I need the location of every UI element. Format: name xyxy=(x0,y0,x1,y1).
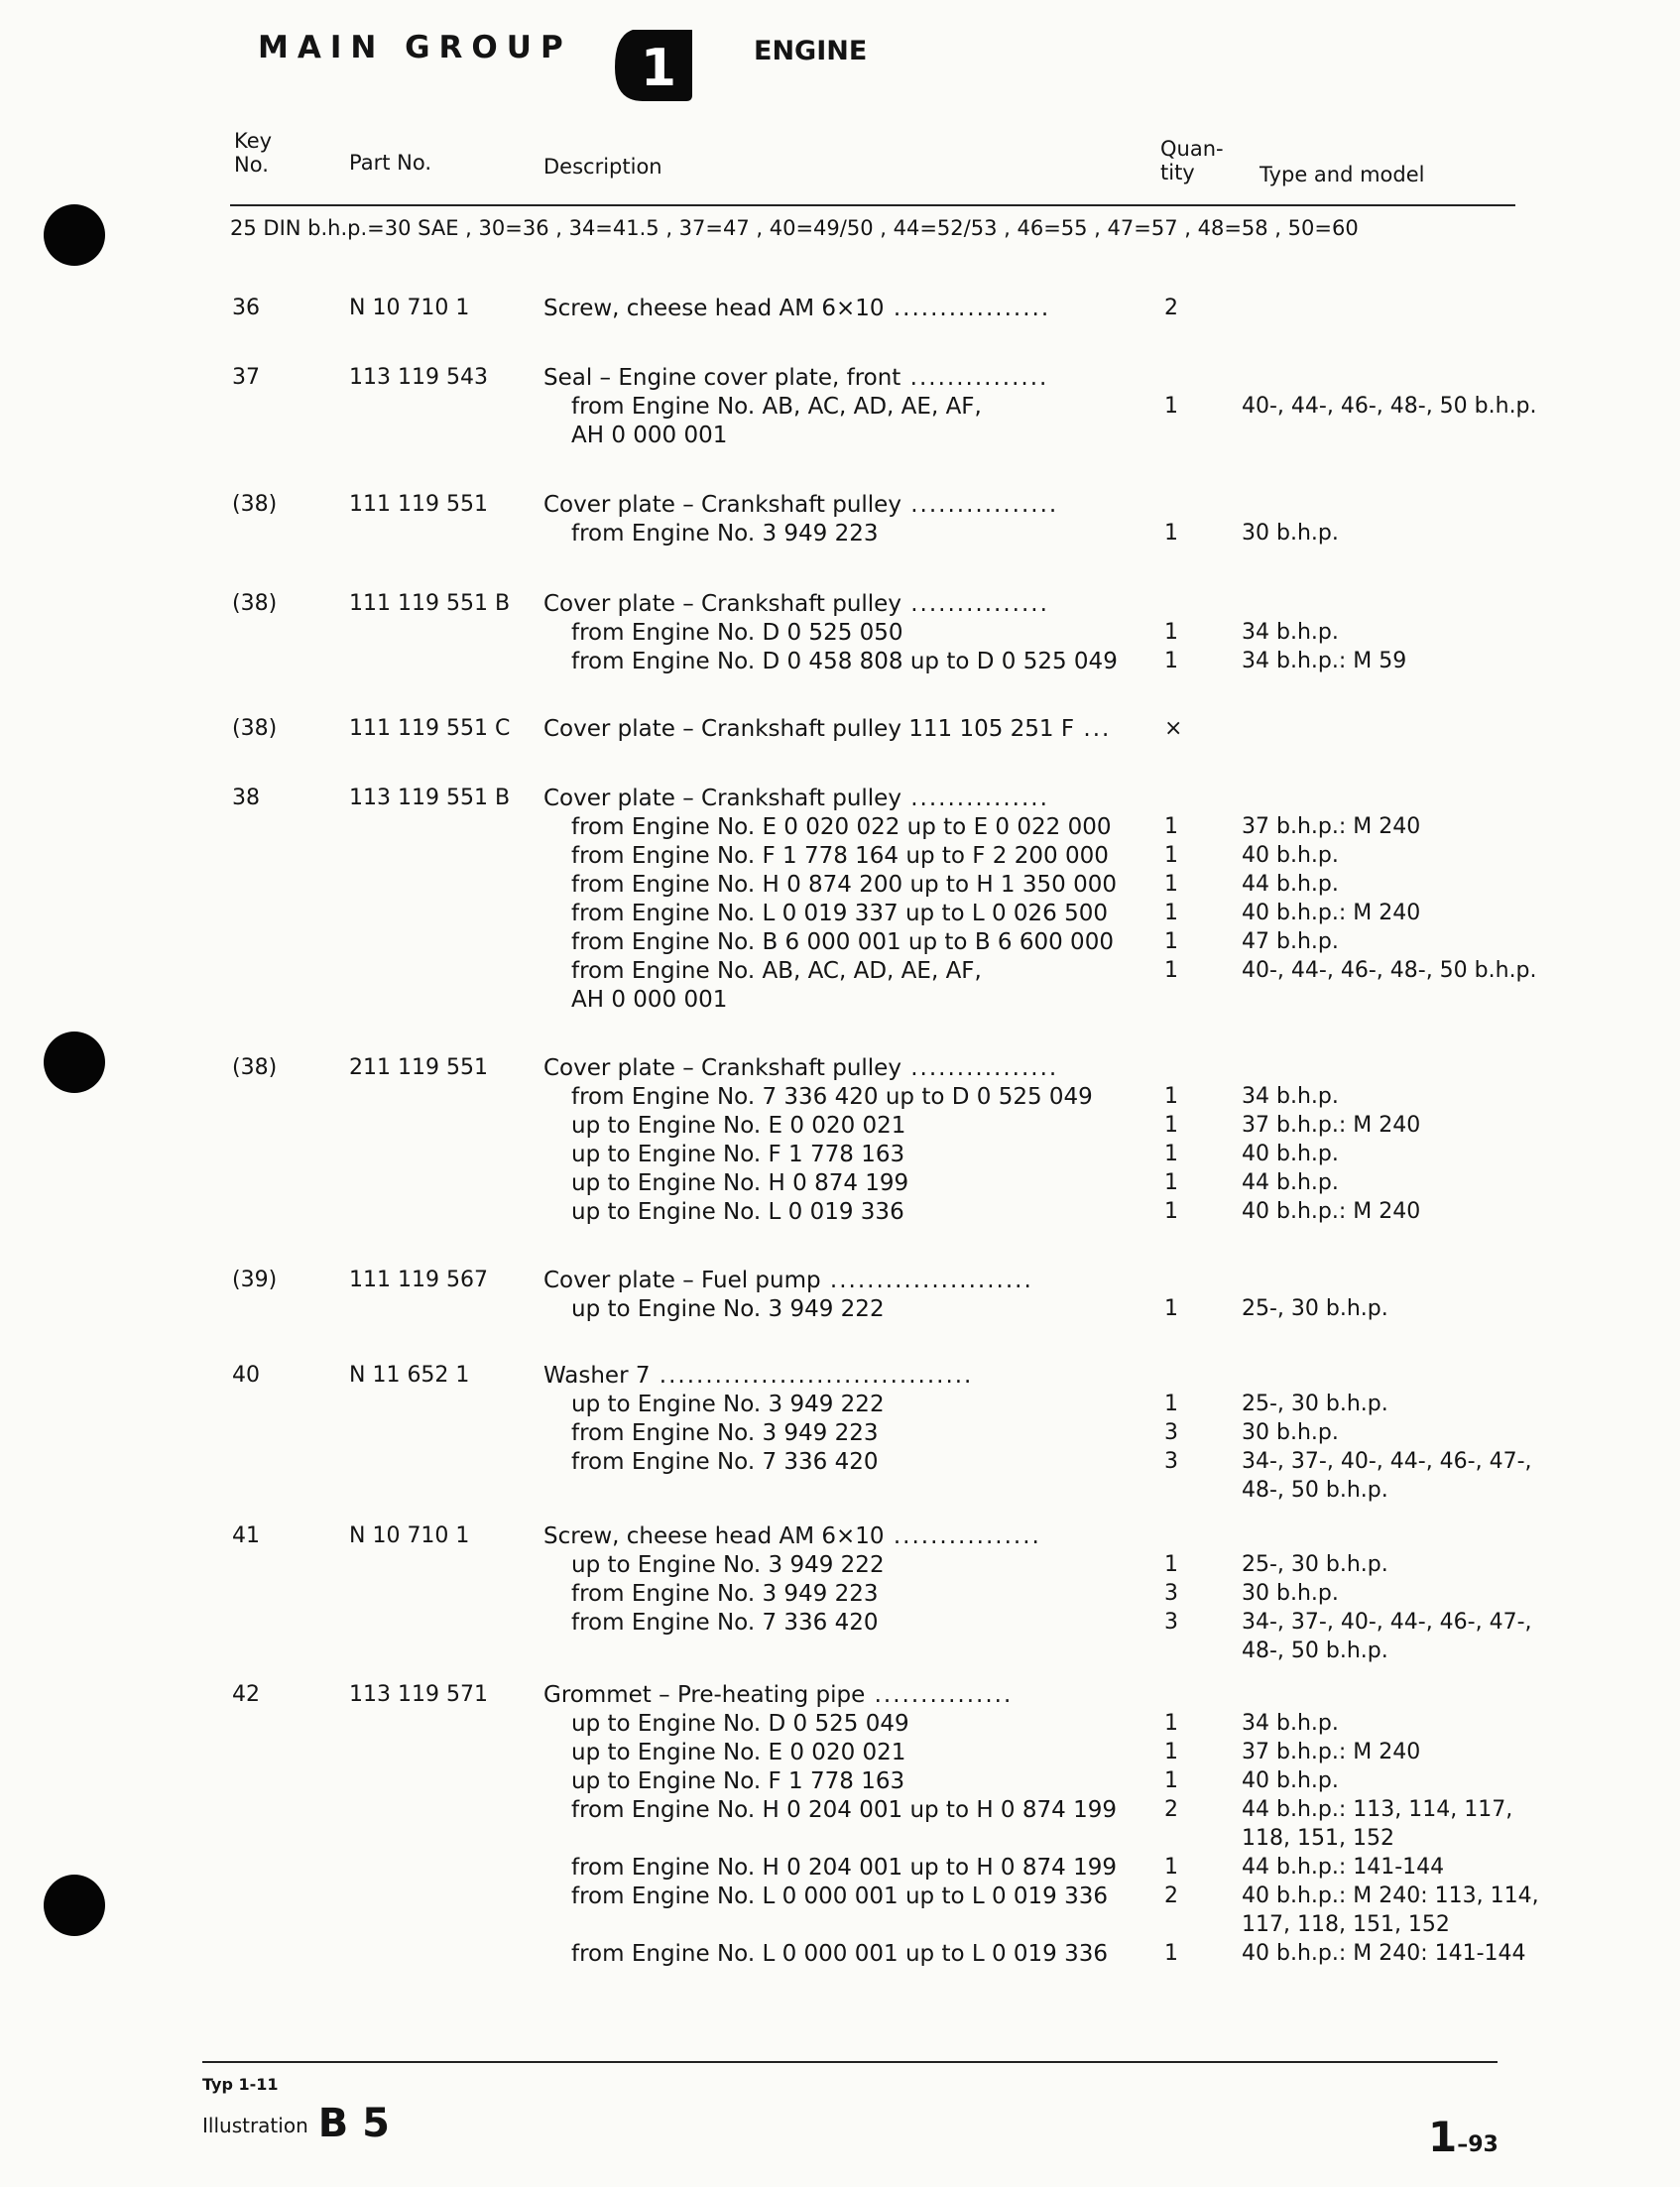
leader-dots: ................. xyxy=(884,296,1051,321)
description: Seal – Engine cover plate, front ............... xyxy=(543,365,1049,391)
row-line xyxy=(0,958,1680,987)
description: from Engine No. 7 336 420 up to D 0 525 049 xyxy=(571,1084,1093,1110)
type-model: 30 b.h.p. xyxy=(1242,1581,1339,1606)
type-model: 34 b.h.p. xyxy=(1242,1084,1339,1109)
row-line xyxy=(0,591,1680,620)
description: Screw, cheese head AM 6×10 ................ xyxy=(543,1523,1041,1549)
row-line xyxy=(0,1296,1680,1325)
type-model: 40-, 44-, 46-, 48-, 50 b.h.p. xyxy=(1242,394,1537,419)
part-no: N 10 710 1 xyxy=(349,1523,470,1548)
row-line xyxy=(0,1523,1680,1552)
quantity: 3 xyxy=(1164,1449,1178,1474)
part-no: 111 119 551 B xyxy=(349,591,511,616)
description: up to Engine No. F 1 778 163 xyxy=(571,1142,905,1167)
type-model: 30 b.h.p. xyxy=(1242,521,1339,546)
row-line xyxy=(0,1855,1680,1883)
row-line xyxy=(0,786,1680,814)
row-line xyxy=(0,1552,1680,1581)
leader-dots: ...................... xyxy=(820,1268,1033,1293)
row-lines xyxy=(0,1682,1680,1970)
leader-dots: ............... xyxy=(900,591,1049,617)
description: from Engine No. 3 949 223 xyxy=(571,521,879,547)
quantity: 1 xyxy=(1164,394,1178,419)
quantity: 1 xyxy=(1164,521,1178,546)
row-line xyxy=(0,649,1680,677)
description: from Engine No. 7 336 420 xyxy=(571,1449,879,1475)
row-line xyxy=(0,1363,1680,1392)
table-row xyxy=(0,1055,1680,1228)
row-line xyxy=(0,1084,1680,1113)
quantity: 1 xyxy=(1164,1199,1178,1224)
description: from Engine No. L 0 000 001 up to L 0 019 336 xyxy=(571,1883,1109,1909)
type-model: 47 b.h.p. xyxy=(1242,929,1339,954)
quantity: 3 xyxy=(1164,1581,1178,1606)
description: up to Engine No. 3 949 222 xyxy=(571,1552,885,1578)
row-line xyxy=(0,716,1680,745)
row-line xyxy=(0,1113,1680,1142)
row-line xyxy=(0,1478,1680,1507)
description: Cover plate – Crankshaft pulley ................ xyxy=(543,1055,1059,1081)
col-key-no: Key No. xyxy=(234,129,273,177)
description: Cover plate – Crankshaft pulley ............... xyxy=(543,786,1049,811)
type-model: 34-, 37-, 40-, 44-, 46-, 47-, xyxy=(1242,1610,1532,1635)
quantity: 1 xyxy=(1164,620,1178,645)
description: AH 0 000 001 xyxy=(571,987,728,1013)
part-no: 211 119 551 xyxy=(349,1055,488,1080)
quantity: 1 xyxy=(1164,872,1178,897)
leader-dots: ................ xyxy=(884,1523,1041,1549)
row-line xyxy=(0,1797,1680,1826)
description: Cover plate – Crankshaft pulley ............... xyxy=(543,591,1049,617)
key-no: 42 xyxy=(232,1682,260,1707)
table-row xyxy=(0,1523,1680,1667)
quantity: 1 xyxy=(1164,1113,1178,1138)
type-model: 34 b.h.p. xyxy=(1242,1711,1339,1736)
leader-dots: ............... xyxy=(900,365,1049,391)
leader-dots: ................ xyxy=(900,492,1059,518)
row-line xyxy=(0,1142,1680,1170)
row-line xyxy=(0,1826,1680,1855)
group-number: 1 xyxy=(640,39,677,98)
type-model: 34 b.h.p.: M 59 xyxy=(1242,649,1407,673)
type-model: 44 b.h.p. xyxy=(1242,1170,1339,1195)
description: from Engine No. E 0 020 022 up to E 0 022 000 xyxy=(571,814,1112,840)
quantity: 1 xyxy=(1164,814,1178,839)
type-model: 40-, 44-, 46-, 48-, 50 b.h.p. xyxy=(1242,958,1537,983)
description: up to Engine No. L 0 019 336 xyxy=(571,1199,904,1225)
row-lines xyxy=(0,1523,1680,1667)
description: from Engine No. H 0 204 001 up to H 0 874 199 xyxy=(571,1855,1117,1881)
row-lines xyxy=(0,591,1680,677)
type-model: 44 b.h.p.: 113, 114, 117, xyxy=(1242,1797,1513,1822)
table-row xyxy=(0,786,1680,1016)
quantity: 1 xyxy=(1164,843,1178,868)
leader-dots: ................ xyxy=(900,1055,1059,1081)
description: Cover plate – Crankshaft pulley 111 105 251 F ... xyxy=(543,716,1112,742)
row-line xyxy=(0,1392,1680,1420)
quantity: × xyxy=(1164,716,1183,741)
row-lines xyxy=(0,1268,1680,1325)
row-line xyxy=(0,987,1680,1016)
description: up to Engine No. 3 949 222 xyxy=(571,1392,885,1417)
quantity: 1 xyxy=(1164,1296,1178,1321)
row-line xyxy=(0,1581,1680,1610)
row-lines xyxy=(0,492,1680,549)
row-line xyxy=(0,1883,1680,1912)
quantity: 1 xyxy=(1164,1768,1178,1793)
description: up to Engine No. D 0 525 049 xyxy=(571,1711,909,1737)
description: up to Engine No. H 0 874 199 xyxy=(571,1170,909,1196)
footer-rule xyxy=(202,2061,1498,2063)
type-model: 40 b.h.p. xyxy=(1242,1142,1339,1166)
type-model: 48-, 50 b.h.p. xyxy=(1242,1639,1388,1663)
illustration-code: B 5 xyxy=(317,2101,390,2146)
key-no: (39) xyxy=(232,1268,278,1292)
quantity: 1 xyxy=(1164,901,1178,925)
quantity: 3 xyxy=(1164,1420,1178,1445)
table-row xyxy=(0,492,1680,549)
quantity: 1 xyxy=(1164,1392,1178,1416)
key-no: 41 xyxy=(232,1523,260,1548)
row-line xyxy=(0,1055,1680,1084)
table-row xyxy=(0,296,1680,324)
row-line xyxy=(0,620,1680,649)
quantity: 1 xyxy=(1164,1855,1178,1880)
row-lines xyxy=(0,716,1680,745)
row-line xyxy=(0,1941,1680,1970)
description: up to Engine No. E 0 020 021 xyxy=(571,1113,906,1139)
leader-dots: ............... xyxy=(900,786,1049,811)
row-line xyxy=(0,901,1680,929)
quantity: 1 xyxy=(1164,1084,1178,1109)
type-model: 117, 118, 151, 152 xyxy=(1242,1912,1450,1937)
part-no: 113 119 571 xyxy=(349,1682,488,1707)
description: from Engine No. AB, AC, AD, AE, AF, xyxy=(571,394,982,420)
quantity: 1 xyxy=(1164,1552,1178,1577)
key-no: (38) xyxy=(232,716,278,741)
type-model: 25-, 30 b.h.p. xyxy=(1242,1392,1388,1416)
key-no: 40 xyxy=(232,1363,260,1388)
part-no: 111 119 551 C xyxy=(349,716,511,741)
quantity: 1 xyxy=(1164,929,1178,954)
description: from Engine No. L 0 000 001 up to L 0 019 336 xyxy=(571,1941,1109,1967)
quantity: 1 xyxy=(1164,1740,1178,1764)
type-model: 25-, 30 b.h.p. xyxy=(1242,1296,1388,1321)
quantity: 3 xyxy=(1164,1610,1178,1635)
quantity: 2 xyxy=(1164,1883,1178,1908)
row-line xyxy=(0,365,1680,394)
page-major: 1 xyxy=(1428,2113,1458,2161)
description: up to Engine No. F 1 778 163 xyxy=(571,1768,905,1794)
row-line xyxy=(0,1740,1680,1768)
quantity: 1 xyxy=(1164,1142,1178,1166)
description: from Engine No. L 0 019 337 up to L 0 026 500 xyxy=(571,901,1109,926)
description: from Engine No. D 0 525 050 xyxy=(571,620,903,646)
type-model: 34 b.h.p. xyxy=(1242,620,1339,645)
type-model: 40 b.h.p.: M 240 xyxy=(1242,901,1421,925)
main-group-label: MAIN GROUP xyxy=(258,30,572,65)
row-line xyxy=(0,1170,1680,1199)
type-model: 118, 151, 152 xyxy=(1242,1826,1394,1851)
part-no: 111 119 551 xyxy=(349,492,488,517)
row-line xyxy=(0,521,1680,549)
description: from Engine No. H 0 874 200 up to H 1 350 000 xyxy=(571,872,1117,898)
type-model: 25-, 30 b.h.p. xyxy=(1242,1552,1388,1577)
description: Grommet – Pre-heating pipe ............... xyxy=(543,1682,1014,1708)
row-lines xyxy=(0,786,1680,1016)
description: from Engine No. B 6 000 001 up to B 6 600 000 xyxy=(571,929,1114,955)
key-no: 37 xyxy=(232,365,260,390)
col-quantity: Quan- tity xyxy=(1160,137,1224,184)
key-no: (38) xyxy=(232,1055,278,1080)
table-row xyxy=(0,1268,1680,1325)
type-model: 44 b.h.p.: 141-144 xyxy=(1242,1855,1445,1880)
description: from Engine No. D 0 458 808 up to D 0 525 049 xyxy=(571,649,1118,674)
row-line xyxy=(0,1768,1680,1797)
type-model: 40 b.h.p. xyxy=(1242,843,1339,868)
type-model: 40 b.h.p.: M 240: 113, 114, xyxy=(1242,1883,1539,1908)
table-row xyxy=(0,591,1680,677)
description: up to Engine No. 3 949 222 xyxy=(571,1296,885,1322)
row-line xyxy=(0,296,1680,324)
group-title: ENGINE xyxy=(754,36,868,66)
quantity: 2 xyxy=(1164,296,1178,320)
description: AH 0 000 001 xyxy=(571,423,728,448)
row-line xyxy=(0,1199,1680,1228)
type-model: 30 b.h.p. xyxy=(1242,1420,1339,1445)
leader-dots: .................................. xyxy=(650,1363,974,1389)
page-minor: –93 xyxy=(1457,2132,1499,2157)
type-label: Typ 1-11 xyxy=(202,2075,279,2094)
type-model: 37 b.h.p.: M 240 xyxy=(1242,1113,1421,1138)
key-no: 36 xyxy=(232,296,260,320)
type-model: 48-, 50 b.h.p. xyxy=(1242,1478,1388,1503)
row-line xyxy=(0,394,1680,423)
illustration-text: Illustration xyxy=(202,2114,308,2137)
row-line xyxy=(0,1682,1680,1711)
row-line xyxy=(0,929,1680,958)
row-line xyxy=(0,492,1680,521)
row-lines xyxy=(0,365,1680,451)
row-line xyxy=(0,1610,1680,1639)
row-line xyxy=(0,814,1680,843)
description: Washer 7 .................................. xyxy=(543,1363,974,1389)
part-no: 113 119 551 B xyxy=(349,786,511,810)
type-model: 37 b.h.p.: M 240 xyxy=(1242,1740,1421,1764)
description: from Engine No. AB, AC, AD, AE, AF, xyxy=(571,958,982,984)
leader-dots: ............... xyxy=(865,1682,1014,1708)
key-no: 38 xyxy=(232,786,260,810)
row-line xyxy=(0,1449,1680,1478)
part-no: N 11 652 1 xyxy=(349,1363,470,1388)
part-no: 111 119 567 xyxy=(349,1268,488,1292)
leader-dots: ... xyxy=(1074,716,1112,742)
row-line xyxy=(0,1711,1680,1740)
description: from Engine No. H 0 204 001 up to H 0 874 199 xyxy=(571,1797,1117,1823)
table-row xyxy=(0,1682,1680,1970)
type-model: 34-, 37-, 40-, 44-, 46-, 47-, xyxy=(1242,1449,1532,1474)
table-row xyxy=(0,716,1680,745)
row-line xyxy=(0,1268,1680,1296)
description: up to Engine No. E 0 020 021 xyxy=(571,1740,906,1765)
col-type-model: Type and model xyxy=(1260,163,1425,186)
description: Cover plate – Crankshaft pulley ................ xyxy=(543,492,1059,518)
row-line xyxy=(0,1420,1680,1449)
type-model: 40 b.h.p.: M 240 xyxy=(1242,1199,1421,1224)
row-line xyxy=(0,1639,1680,1667)
row-lines xyxy=(0,1363,1680,1507)
type-model: 40 b.h.p.: M 240: 141-144 xyxy=(1242,1941,1526,1966)
row-lines xyxy=(0,296,1680,324)
part-no: N 10 710 1 xyxy=(349,296,470,320)
description: from Engine No. 3 949 223 xyxy=(571,1581,879,1607)
hp-conversion-note: 25 DIN b.h.p.=30 SAE , 30=36 , 34=41.5 , 37=47 , 40=49/50 , 44=52/53 , 46=55 , 47=57 , 48=58 , 50=60 xyxy=(230,216,1359,240)
col-part-no: Part No. xyxy=(349,151,431,175)
key-no: (38) xyxy=(232,492,278,517)
description: from Engine No. F 1 778 164 up to F 2 200 000 xyxy=(571,843,1109,869)
part-no: 113 119 543 xyxy=(349,365,488,390)
row-lines xyxy=(0,1055,1680,1228)
table-row xyxy=(0,1363,1680,1507)
quantity: 1 xyxy=(1164,1170,1178,1195)
description: Cover plate – Fuel pump ...................... xyxy=(543,1268,1033,1293)
description: from Engine No. 7 336 420 xyxy=(571,1610,879,1636)
type-model: 37 b.h.p.: M 240 xyxy=(1242,814,1421,839)
description: Screw, cheese head AM 6×10 ................. xyxy=(543,296,1051,321)
illustration-label xyxy=(202,2101,390,2146)
type-model: 40 b.h.p. xyxy=(1242,1768,1339,1793)
col-description: Description xyxy=(543,155,662,179)
quantity: 1 xyxy=(1164,958,1178,983)
description: from Engine No. 3 949 223 xyxy=(571,1420,879,1446)
page-number xyxy=(1428,2113,1499,2161)
row-line xyxy=(0,423,1680,451)
quantity: 1 xyxy=(1164,1711,1178,1736)
quantity: 1 xyxy=(1164,649,1178,673)
quantity: 1 xyxy=(1164,1941,1178,1966)
row-line xyxy=(0,843,1680,872)
row-line xyxy=(0,1912,1680,1941)
table-row xyxy=(0,365,1680,451)
row-line xyxy=(0,872,1680,901)
key-no: (38) xyxy=(232,591,278,616)
type-model: 44 b.h.p. xyxy=(1242,872,1339,897)
quantity: 2 xyxy=(1164,1797,1178,1822)
